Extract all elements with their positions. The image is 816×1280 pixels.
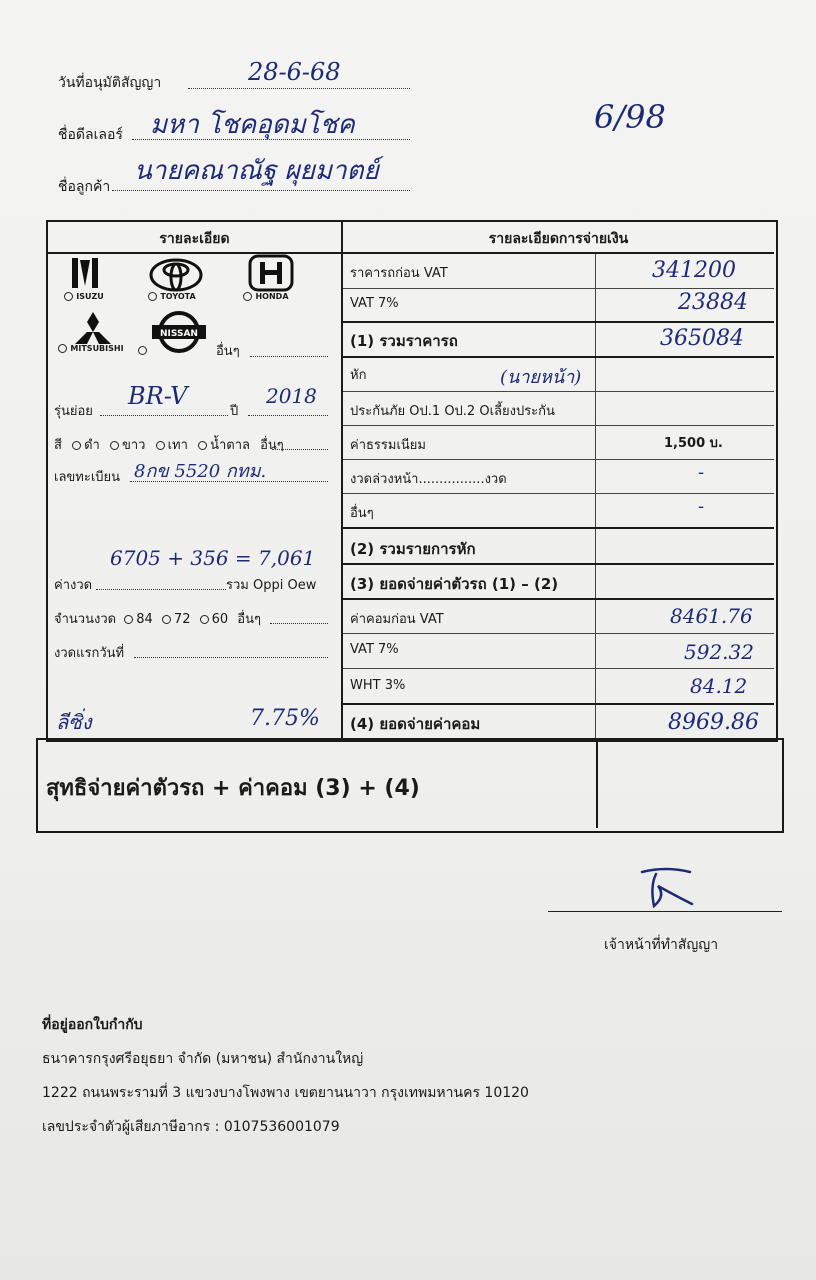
installment-calc: 6705 + 356 = 7,061 bbox=[110, 546, 316, 570]
car-payment-label: (3) ยอดจ่ายค่าตัวรถ (1) – (2) bbox=[350, 575, 559, 593]
brand-mitsubishi: MITSUBISHI bbox=[70, 344, 124, 353]
customer-value: นายคณาณัฐ ผุยมาตย์ bbox=[134, 156, 379, 186]
approval-date-value: 28-6-68 bbox=[248, 58, 341, 86]
installment-suffix: รวม Oppi Oew bbox=[226, 578, 317, 593]
model-value: BR-V bbox=[128, 382, 188, 410]
advance-installment-value: - bbox=[698, 462, 705, 483]
commission-vat-label: VAT 7% bbox=[350, 642, 399, 657]
deduct-note: (นายหน้า) bbox=[500, 367, 582, 388]
honda-logo-icon bbox=[248, 254, 294, 292]
brand-toyota: TOYOTA bbox=[160, 292, 196, 301]
commission-vat-value: 592.32 bbox=[684, 640, 754, 664]
left-header: รายละเอียด bbox=[159, 231, 230, 247]
other-label: อื่นๆ bbox=[350, 506, 374, 521]
signature-caption: เจ้าหน้าที่ทำสัญญา bbox=[604, 937, 719, 953]
brand-other: อื่นๆ bbox=[216, 344, 240, 359]
plate-value: 8กข 5520 กทม. bbox=[134, 461, 267, 482]
wht-label: WHT 3% bbox=[350, 678, 406, 693]
signature-mark bbox=[636, 866, 700, 910]
first-installment-label: งวดแรกวันที่ bbox=[54, 646, 125, 661]
installment-label: ค่างวด bbox=[54, 578, 93, 593]
corner-note: 6/98 bbox=[594, 98, 666, 136]
rate-note-left: ลีซิ่ง bbox=[56, 710, 92, 734]
svg-text:NISSAN: NISSAN bbox=[160, 329, 198, 339]
model-label: รุ่นย่อย bbox=[54, 404, 93, 419]
plate-label: เลขทะเบียน bbox=[54, 470, 121, 485]
fee-label: ค่าธรรมเนียม bbox=[350, 438, 426, 453]
total-deductions-label: (2) รวมรายการหัก bbox=[350, 540, 476, 558]
total-car-price-label: (1) รวมราคารถ bbox=[350, 332, 458, 350]
year-value: 2018 bbox=[266, 384, 317, 408]
brand-honda: HONDA bbox=[255, 292, 289, 301]
year-label: ปี bbox=[230, 404, 239, 419]
rate-note-right: 7.75% bbox=[250, 706, 320, 731]
mitsubishi-logo-icon bbox=[70, 310, 116, 346]
deduct-label: หัก bbox=[350, 368, 367, 383]
dealer-value: มหา โชคอุดมโชค bbox=[150, 110, 355, 140]
brand-isuzu: ISUZU bbox=[76, 292, 104, 301]
insurance-label: ประกันภัย Oป.1 Oป.2 Oเลี้ยงประกัน bbox=[350, 404, 555, 419]
commission-before-vat-label: ค่าคอมก่อน VAT bbox=[350, 612, 444, 627]
isuzu-logo-icon bbox=[70, 256, 100, 290]
color-row: สี ดำ ขาว เทา น้ำตาล อื่นๆ bbox=[54, 438, 284, 453]
wht-value: 84.12 bbox=[690, 674, 748, 698]
customer-label: ชื่อลูกค้า bbox=[58, 179, 111, 195]
net-total-label: สุทธิจ่ายค่าตัวรถ + ค่าคอม (3) + (4) bbox=[46, 776, 420, 801]
other-value: - bbox=[698, 496, 705, 517]
total-commission-label: (4) ยอดจ่ายค่าคอม bbox=[350, 715, 481, 733]
address-title: ที่อยู่ออกใบกำกับ bbox=[42, 1017, 143, 1033]
vat-label: VAT 7% bbox=[350, 296, 399, 311]
address-line2: 1222 ถนนพระรามที่ 3 แขวงบางโพงพาง เขตยานนาวา กรุงเทพมหานคร 10120 bbox=[42, 1085, 529, 1101]
right-header: รายละเอียดการจ่ายเงิน bbox=[488, 231, 629, 247]
approval-date-label: วันที่อนุมัติสัญญา bbox=[58, 75, 162, 91]
advance-installment-label: งวดล่วงหน้า................งวด bbox=[350, 472, 507, 487]
total-car-price-value: 365084 bbox=[660, 326, 744, 351]
commission-before-vat-value: 8461.76 bbox=[670, 604, 753, 628]
price-before-vat-value: 341200 bbox=[652, 258, 736, 283]
total-commission-value: 8969.86 bbox=[668, 710, 759, 735]
price-before-vat-label: ราคารถก่อน VAT bbox=[350, 266, 448, 281]
fee-value: 1,500 บ. bbox=[664, 436, 723, 451]
address-line3: เลขประจำตัวผู้เสียภาษีอากร : 0107536001079 bbox=[42, 1119, 340, 1135]
nissan-logo-icon bbox=[150, 310, 208, 354]
vat-value: 23884 bbox=[678, 290, 748, 315]
installments-count-row: จำนวนงวด 84 72 60 อื่นๆ bbox=[54, 612, 261, 627]
toyota-logo-icon bbox=[148, 258, 204, 292]
dealer-label: ชื่อดีลเลอร์ bbox=[58, 127, 123, 143]
address-line1: ธนาคารกรุงศรีอยุธยา จำกัด (มหาชน) สำนักงานใหญ่ bbox=[42, 1051, 364, 1067]
